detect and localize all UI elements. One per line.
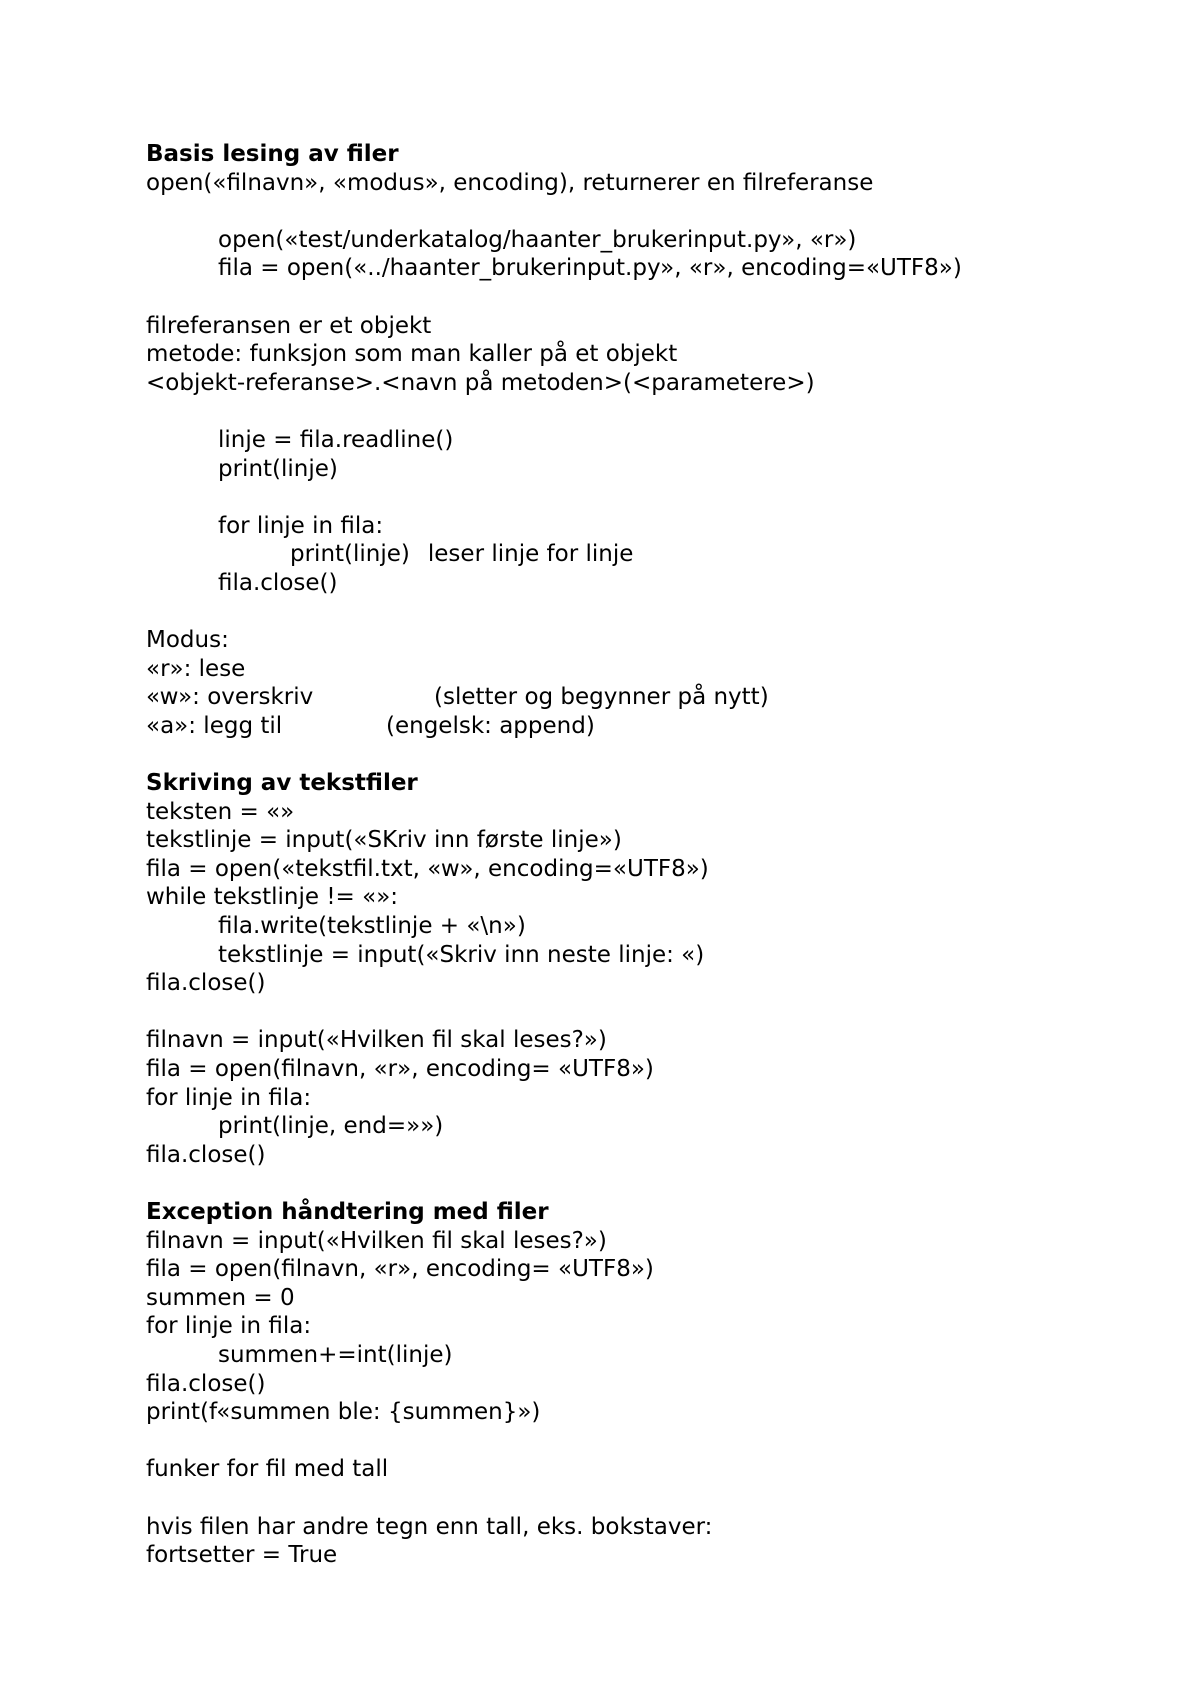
document-page bbox=[146, 140, 1146, 1570]
spacer bbox=[146, 998, 1146, 1027]
spacer bbox=[146, 1484, 1146, 1513]
mode-a-line bbox=[146, 712, 1146, 741]
example-open-2: fila = open(«../haanter_brukerinput.py», «r», encoding=«UTF8») bbox=[218, 255, 962, 282]
note-numbers: funker for fil med tall bbox=[146, 1456, 389, 1483]
spacer bbox=[146, 397, 1146, 426]
method-syntax: <objekt-referanse>.<navn på metoden>(<parametere>) bbox=[146, 369, 815, 396]
code-line: filnavn = input(«Hvilken fil skal leses?») bbox=[146, 1027, 607, 1054]
mode-w-line bbox=[146, 683, 1146, 712]
open-signature: open(«filnavn», «modus», encoding), returnerer en filreferanse bbox=[146, 169, 874, 196]
close-line: fila.close() bbox=[218, 569, 338, 596]
mode-w: «w»: overskriv bbox=[146, 684, 314, 711]
heading-writing: Skriving av tekstfiler bbox=[146, 770, 418, 797]
code-line: summen = 0 bbox=[146, 1284, 295, 1311]
mode-a: «a»: legg til bbox=[146, 712, 283, 739]
code-line: fila.write(tekstlinje + «\n») bbox=[218, 913, 526, 940]
code-line: for linje in fila: bbox=[146, 1084, 312, 1111]
spacer bbox=[146, 1169, 1146, 1198]
code-line: print(f«summen ble: {summen}») bbox=[146, 1399, 541, 1426]
ref-is-object: filreferansen er et objekt bbox=[146, 312, 432, 339]
code-line: filnavn = input(«Hvilken fil skal leses?») bbox=[146, 1227, 607, 1254]
mode-r: «r»: lese bbox=[146, 655, 246, 682]
spacer bbox=[146, 1427, 1146, 1456]
code-line: fila = open(filnavn, «r», encoding= «UTF8») bbox=[146, 1256, 654, 1283]
code-line: teksten = «» bbox=[146, 798, 295, 825]
code-line: fila.close() bbox=[146, 970, 266, 997]
mode-w-note: (sletter og begynner på nytt) bbox=[434, 684, 769, 711]
for-print-code: print(linje) bbox=[290, 541, 410, 568]
for-print-comment: leser linje for linje bbox=[427, 541, 634, 568]
modes-title: Modus: bbox=[146, 627, 229, 654]
spacer bbox=[146, 283, 1146, 312]
code-line: fila = open(filnavn, «r», encoding= «UTF8») bbox=[146, 1056, 654, 1082]
code-line: summen+=int(linje) bbox=[218, 1341, 453, 1368]
code-line: fila.close() bbox=[146, 1141, 266, 1168]
spacer bbox=[146, 740, 1146, 769]
code-line: while tekstlinje != «»: bbox=[146, 884, 399, 911]
code-line: tekstlinje = input(«Skriv inn neste linje: «) bbox=[218, 941, 705, 968]
example-open-1: open(«test/underkatalog/haanter_brukerinput.py», «r») bbox=[218, 226, 857, 253]
spacer bbox=[146, 598, 1146, 627]
spacer bbox=[146, 483, 1146, 512]
method-definition: metode: funksjon som man kaller på et objekt bbox=[146, 341, 678, 368]
for-loop-line: for linje in fila: bbox=[218, 512, 384, 539]
code-line: print(linje, end=»») bbox=[218, 1113, 444, 1140]
mode-a-note: (engelsk: append) bbox=[386, 712, 595, 739]
code-line: for linje in fila: bbox=[146, 1313, 312, 1340]
for-print-line bbox=[146, 540, 1146, 569]
spacer bbox=[146, 197, 1146, 226]
code-line: fortsetter = True bbox=[146, 1542, 338, 1569]
code-line: fila = open(«tekstfil.txt, «w», encoding=«UTF8») bbox=[146, 855, 709, 882]
code-line: fila.close() bbox=[146, 1370, 266, 1397]
note-other-chars: hvis filen har andre tegn enn tall, eks. bokstaver: bbox=[146, 1513, 713, 1540]
readline-line: linje = fila.readline() bbox=[218, 426, 454, 453]
print-line: print(linje) bbox=[218, 455, 338, 482]
heading-reading: Basis lesing av filer bbox=[146, 141, 399, 167]
code-line: tekstlinje = input(«SKriv inn første linje») bbox=[146, 827, 622, 854]
heading-exceptions: Exception håndtering med filer bbox=[146, 1198, 549, 1225]
